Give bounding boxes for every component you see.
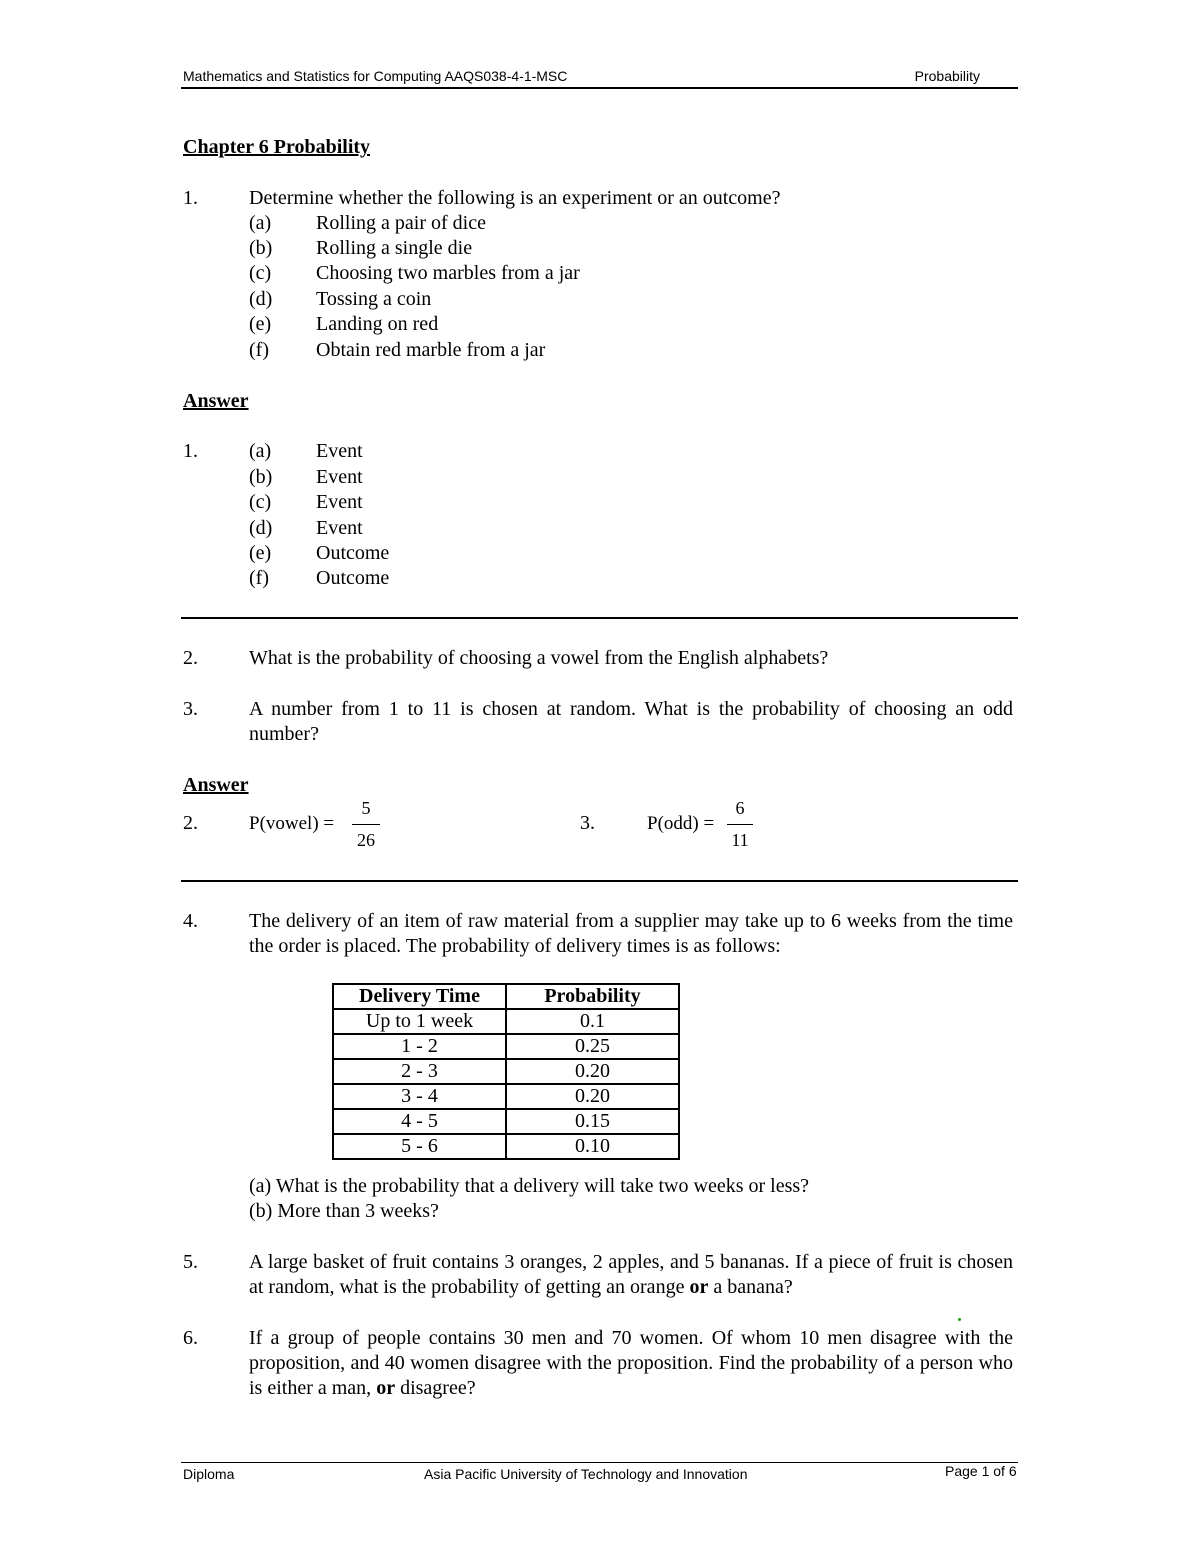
a2-fraction-bar	[352, 824, 380, 825]
a3-fraction-bar	[727, 824, 753, 825]
a3-numerator: 6	[735, 798, 745, 818]
delivery-time-table	[332, 983, 680, 1160]
q1-option-text: Obtain red marble from a jar	[316, 339, 546, 361]
table-row	[333, 1034, 679, 1059]
table-header-cell: Delivery Time	[333, 984, 506, 1009]
q1-option-text: Rolling a pair of dice	[316, 212, 486, 234]
footer-rule	[181, 1462, 1018, 1463]
a3-denominator: 11	[731, 830, 749, 850]
table-cell: 5 - 6	[333, 1134, 506, 1159]
q3-number: 3.	[183, 698, 198, 720]
a1-text: Event	[316, 517, 363, 539]
header-topic: Probability	[914, 68, 980, 84]
section-divider	[181, 880, 1018, 882]
q1-option-text: Tossing a coin	[316, 288, 432, 310]
a2-number: 2.	[183, 812, 198, 834]
header-rule	[181, 87, 1018, 89]
q4-text: The delivery of an item of raw material from a supplier may take up to 6 weeks from the time the order is placed. The probability of delivery times is as follows:	[249, 910, 1013, 957]
q1-option-label: (f)	[249, 339, 269, 361]
q5-text	[249, 1250, 1013, 1300]
a1-text: Event	[316, 491, 363, 513]
q1-option-text: Rolling a single die	[316, 237, 473, 259]
q6-text-before: If a group of people contains 30 men and 70 women. Of whom 10 men disagree with the proposition, and 40 women disagree with the proposition. Find the probability of a person who is either a man,	[249, 1327, 1013, 1399]
q6-text-after: disagree?	[395, 1377, 476, 1399]
q6-emphasis: or	[376, 1377, 396, 1399]
table-header-cell: Probability	[506, 984, 679, 1009]
q5-emphasis: or	[689, 1276, 709, 1298]
a1-text: Outcome	[316, 567, 390, 589]
q1-option-label: (d)	[249, 288, 273, 310]
a2-numerator: 5	[361, 798, 371, 818]
chapter-title: Chapter 6 Probability	[183, 136, 371, 158]
page-header	[181, 66, 1018, 88]
answer-heading: Answer	[183, 774, 249, 796]
a2-lhs: P(vowel) =	[249, 813, 335, 834]
table-row	[333, 1134, 679, 1159]
table-cell: 3 - 4	[333, 1084, 506, 1109]
a1-text: Event	[316, 440, 363, 462]
a1-number: 1.	[183, 440, 198, 462]
footer-program: Diploma	[183, 1466, 235, 1482]
q3-text: A number from 1 to 11 is chosen at random. What is the probability of choosing an odd number?	[249, 698, 1013, 745]
a2-denominator: 26	[357, 830, 375, 850]
q1-number: 1.	[183, 187, 198, 209]
q1-option-label: (c)	[249, 262, 272, 284]
table-cell: 0.20	[506, 1059, 679, 1084]
q4-sub-a: (a) What is the probability that a delivery will take two weeks or less?	[249, 1175, 810, 1197]
a1-label: (d)	[249, 517, 273, 539]
a1-label: (c)	[249, 491, 272, 513]
table-cell: 1 - 2	[333, 1034, 506, 1059]
answer-heading: Answer	[183, 390, 249, 412]
a1-text: Outcome	[316, 542, 390, 564]
footer-page-number: Page 1 of 6	[945, 1463, 1017, 1479]
q1-option-text: Choosing two marbles from a jar	[316, 262, 580, 284]
q5-text-before: A large basket of fruit contains 3 oranges, 2 apples, and 5 bananas. If a piece of fruit is chosen at random, what is the probability of getting an orange	[249, 1251, 1013, 1298]
table-cell: 0.10	[506, 1134, 679, 1159]
a1-label: (b)	[249, 466, 273, 488]
q4-number: 4.	[183, 910, 198, 932]
q1-option-label: (e)	[249, 313, 272, 335]
table-header-row	[333, 984, 679, 1009]
footer-institution: Asia Pacific University of Technology and Innovation	[424, 1466, 748, 1482]
table-cell: 0.25	[506, 1034, 679, 1059]
table-row	[333, 1059, 679, 1084]
q2-number: 2.	[183, 647, 198, 669]
q1-text: Determine whether the following is an experiment or an outcome?	[249, 187, 781, 209]
q1-option-text: Landing on red	[316, 313, 439, 335]
table-cell: 0.20	[506, 1084, 679, 1109]
table-cell: 0.1	[506, 1009, 679, 1034]
a3-lhs: P(odd) =	[647, 813, 715, 834]
table-cell: 4 - 5	[333, 1109, 506, 1134]
table-cell: 0.15	[506, 1109, 679, 1134]
a1-label: (f)	[249, 567, 269, 589]
section-divider	[181, 617, 1018, 619]
table-cell: 2 - 3	[333, 1059, 506, 1084]
q5-text-after: a banana?	[708, 1276, 793, 1298]
table-row	[333, 1109, 679, 1134]
a3-number: 3.	[580, 812, 595, 834]
q5-number: 5.	[183, 1251, 198, 1273]
q1-option-label: (a)	[249, 212, 272, 234]
q6-number: 6.	[183, 1327, 198, 1349]
q6-text	[249, 1326, 1013, 1401]
table-cell: Up to 1 week	[333, 1009, 506, 1034]
a1-label: (a)	[249, 440, 272, 462]
q4-sub-b: (b) More than 3 weeks?	[249, 1200, 439, 1222]
q2-text: What is the probability of choosing a vowel from the English alphabets?	[249, 647, 829, 669]
q1-option-label: (b)	[249, 237, 273, 259]
table-row	[333, 1084, 679, 1109]
a1-label: (e)	[249, 542, 272, 564]
a1-text: Event	[316, 466, 363, 488]
stray-mark	[958, 1318, 961, 1321]
header-course-title: Mathematics and Statistics for Computing AAQS038-4-1-MSC	[183, 68, 568, 84]
table-row	[333, 1009, 679, 1034]
